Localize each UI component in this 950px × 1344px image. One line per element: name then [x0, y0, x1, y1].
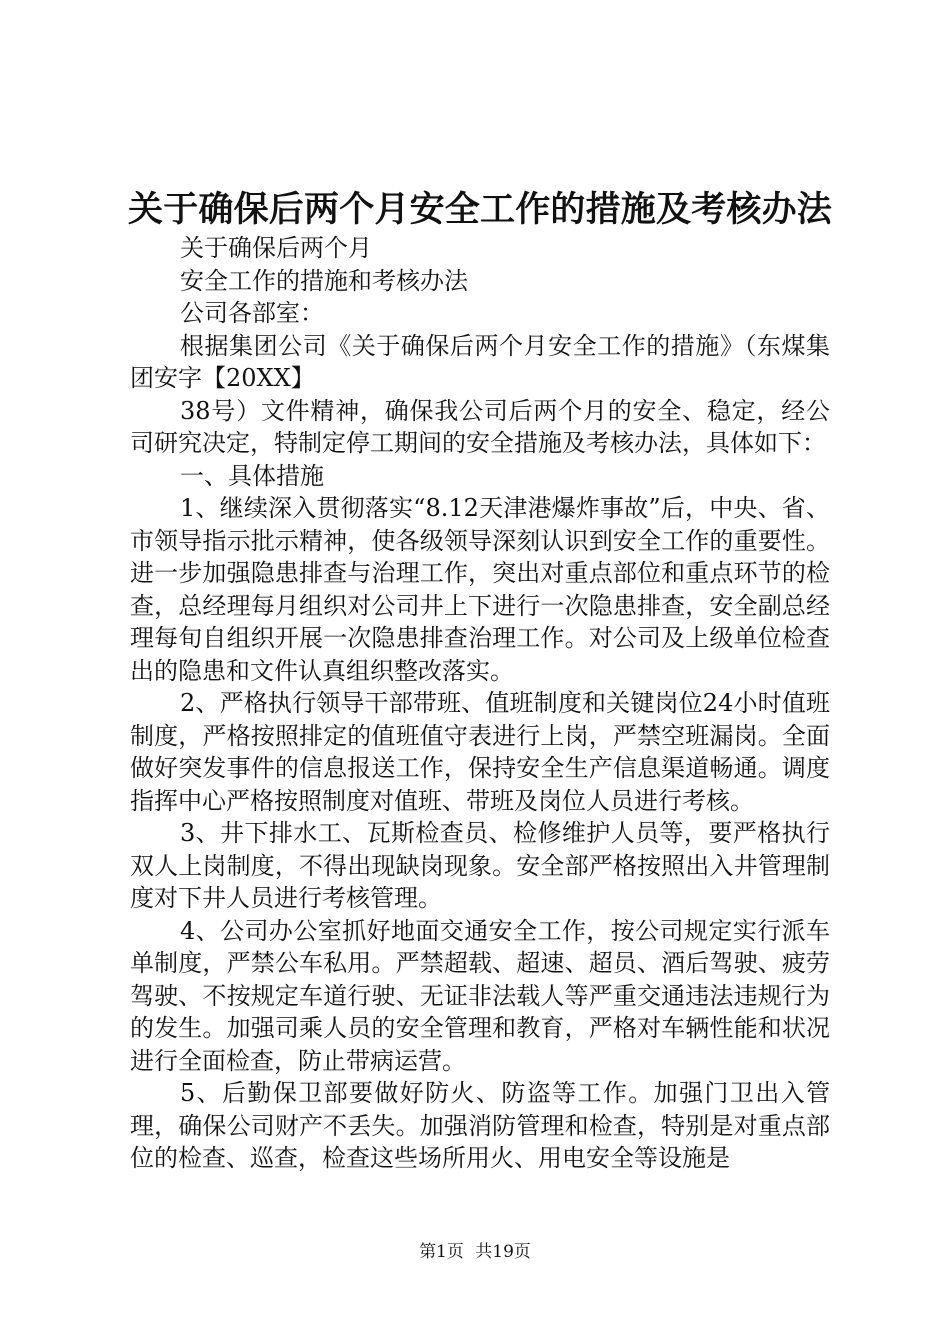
body-paragraph: 5、后勤保卫部要做好防火、防盗等工作。加强门卫出入管理，确保公司财产不丢失。加强消防管理和检查，特别是对重点部位的检查、巡查，检查这些场所用火、用电安全等设施是 [130, 1079, 830, 1172]
body-paragraph: 安全工作的措施和考核办法 [180, 266, 468, 295]
body-paragraph: 38号）文件精神，确保我公司后两个月的安全、稳定，经公司研究决定，特制定停工期间的安全措施及考核办法，具体如下： [130, 396, 830, 457]
section-heading: 一、具体措施 [180, 461, 324, 490]
page-total: 共19页 [475, 1242, 531, 1262]
document-title: 关于确保后两个月安全工作的措施及考核办法 [128, 189, 833, 230]
body-paragraph: 2、严格执行领导干部带班、值班制度和关键岗位24小时值班制度，严格按照排定的值班值守表进行上岗，严禁空班漏岗。全面做好突发事件的信息报送工作，保持安全生产信息渠道畅通。调度指挥中心严格按照制度对值班、带班及岗位人员进行考核。 [130, 689, 830, 815]
body-paragraph: 公司各部室： [180, 299, 324, 327]
body-paragraph: 4、公司办公室抓好地面交通安全工作，按公司规定实行派车单制度，严禁公车私用。严禁超载、超速、超员、酒后驾驶、疲劳驾驶、不按规定车道行驶、无证非法载人等严重交通违法违规行为的发生。加强司乘人员的安全管理和教育，严格对车辆性能和状况进行全面检查，防止带病运营。 [130, 916, 830, 1075]
body-paragraph: 1、继续深入贯彻落实“8.12天津港爆炸事故”后，中央、省、市领导指示批示精神，使各级领导深刻认识到安全工作的重要性。进一步加强隐患排查与治理工作，突出对重点部位和重点环节的检查，总经理每月组织对公司井上下进行一次隐患排查，安全副总经理每旬自组织开展一次隐患排查治理工作。对公司及上级单位检查出的隐患和文件认真组织整改落实。 [130, 494, 830, 685]
document-body [130, 232, 830, 1175]
body-paragraph: 关于确保后两个月 [180, 234, 372, 262]
body-paragraph: 3、井下排水工、瓦斯检查员、检修维护人员等，要严格执行双人上岗制度，不得出现缺岗现象。安全部严格按照出入井管理制度对下井人员进行考核管理。 [130, 819, 830, 912]
page-footer [0, 1240, 950, 1264]
page-number: 第1页 [419, 1242, 464, 1262]
body-paragraph: 根据集团公司《关于确保后两个月安全工作的措施》（东煤集团安字【20XX】 [130, 331, 830, 392]
